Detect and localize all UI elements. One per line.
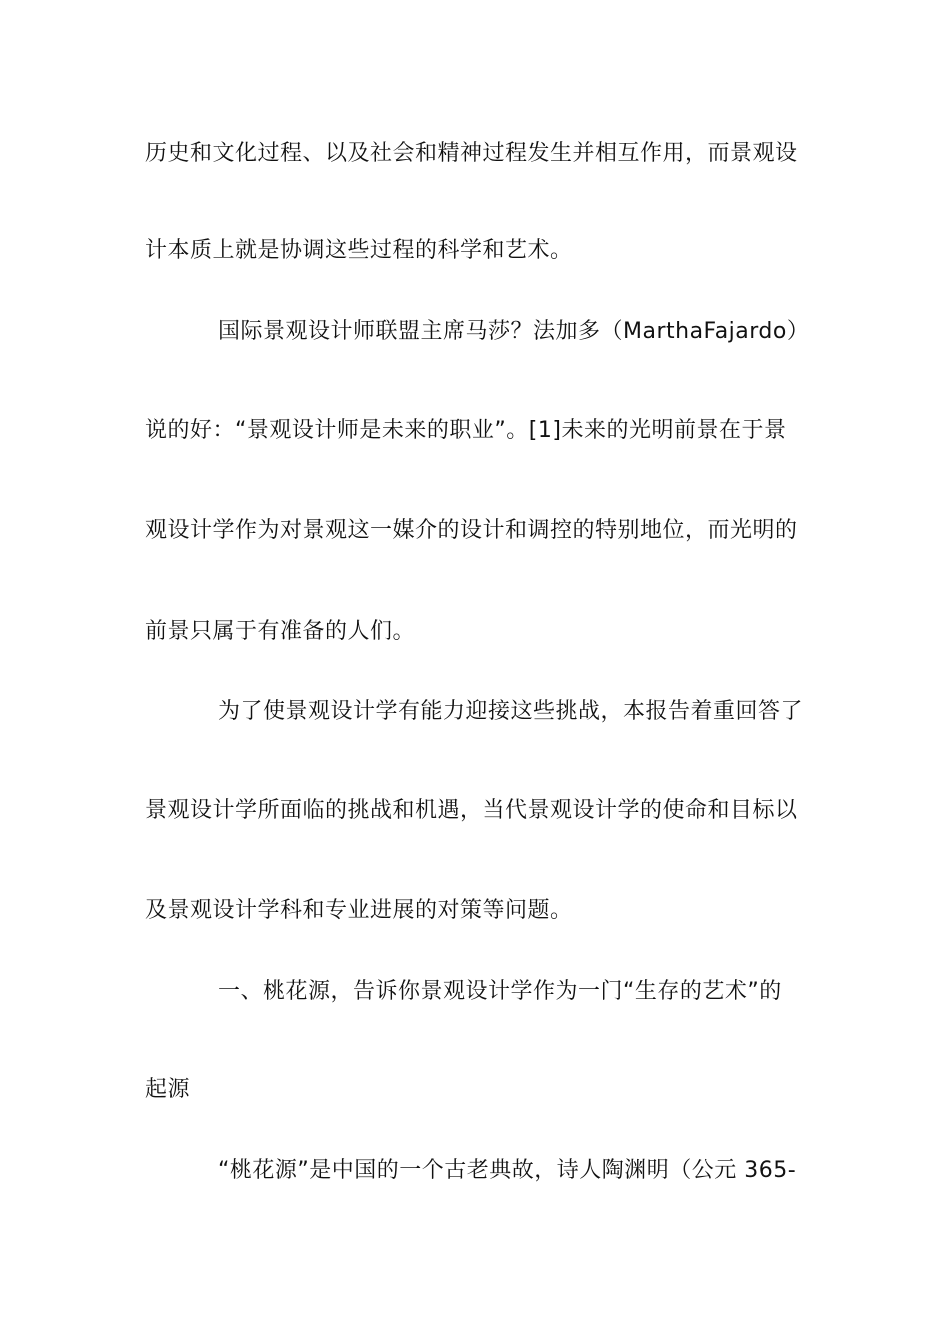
paragraph-line: 国际景观设计师联盟主席马莎？法加多（MarthaFajardo） [218,319,810,344]
paragraph-line: 及景观设计学科和专业进展的对策等问题。 [145,898,573,923]
paragraph-line: 观设计学作为对景观这一媒介的设计和调控的特别地位，而光明的 [145,518,798,543]
paragraph-line: “桃花源”是中国的一个古老典故，诗人陶渊明（公元 365- [218,1158,797,1183]
paragraph-line: 前景只属于有准备的人们。 [145,619,416,644]
section-heading-line: 一、桃花源，告诉你景观设计学作为一门“生存的艺术”的 [218,979,782,1004]
paragraph-line: 计本质上就是协调这些过程的科学和艺术。 [145,238,573,263]
paragraph-line: 为了使景观设计学有能力迎接这些挑战，本报告着重回答了 [218,699,804,724]
section-heading-line: 起源 [145,1077,191,1102]
paragraph-line: 景观设计学所面临的挑战和机遇，当代景观设计学的使命和目标以 [145,798,798,823]
paragraph-line: 说的好：“景观设计师是未来的职业”。[1]未来的光明前景在于景 [145,418,787,443]
paragraph-line: 历史和文化过程、以及社会和精神过程发生并相互作用，而景观设 [145,141,798,166]
